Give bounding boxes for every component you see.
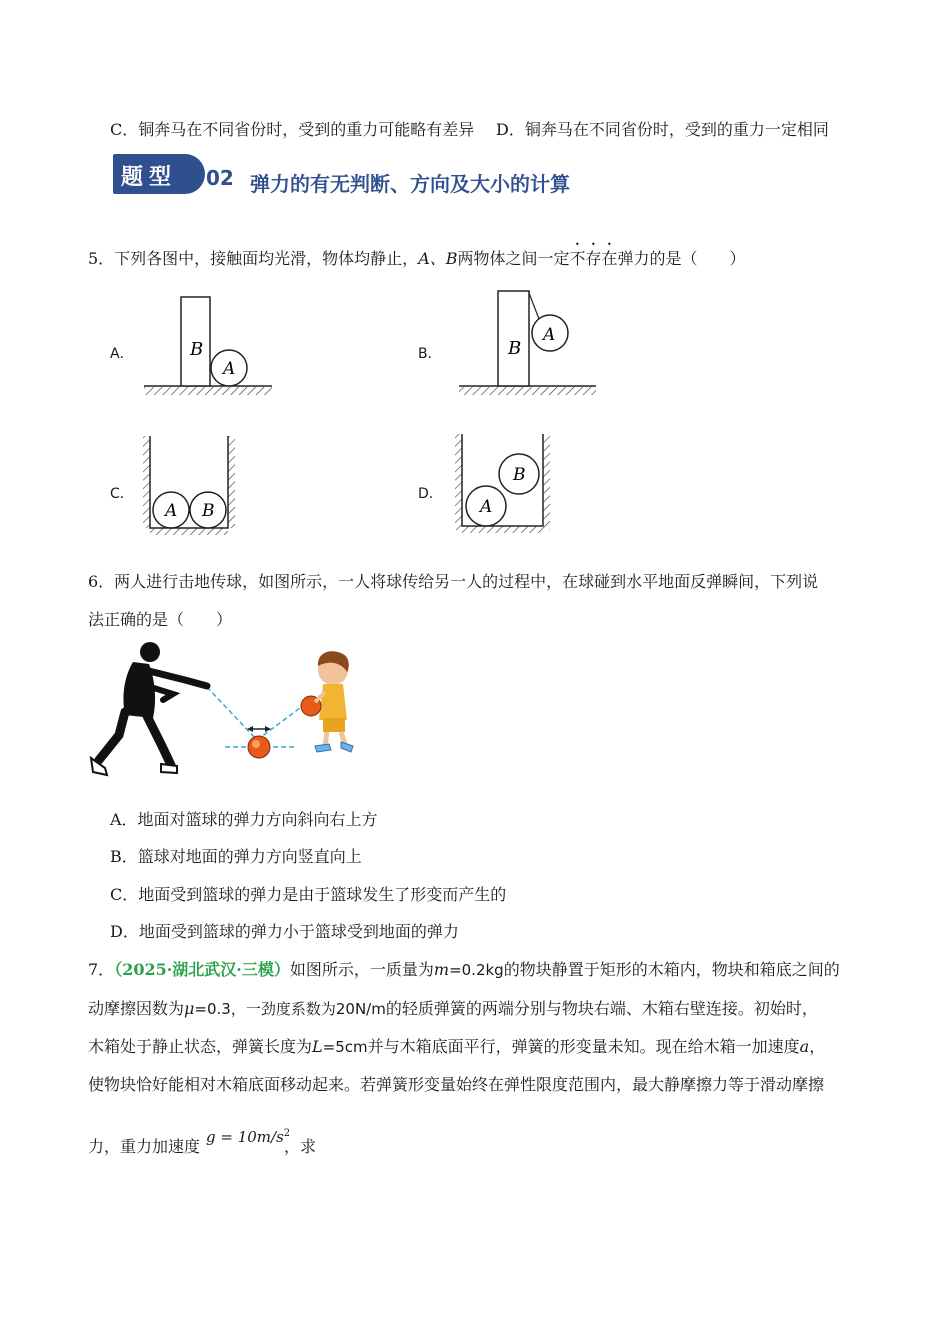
q7-line5-b: ，求 — [284, 1137, 317, 1156]
q5-figure-d — [452, 432, 557, 536]
fig-c-letter-b: B — [202, 501, 215, 521]
fig-a-letter-b: B — [190, 339, 204, 360]
q6-option-b: B．篮球对地面的弹力方向竖直向上 — [110, 847, 362, 866]
q5-figure-a — [140, 290, 280, 400]
q6-basketball-illustration — [85, 640, 365, 785]
fig-a-letter-a: A — [223, 359, 236, 379]
q6-option-a: A．地面对篮球的弹力方向斜向右上方 — [110, 810, 378, 829]
fig-d-letter-a: A — [480, 497, 493, 517]
q7-line3: 木箱处于静止状态，弹簧长度为L=5cm并与木箱底面平行，弹簧的形变量未知。现在给木箱一加速度a， — [88, 1037, 826, 1056]
q4-option-d: D．铜奔马在不同省份时，受到的重力一定相同 — [496, 120, 829, 139]
q7-g-formula: $g = 10m/s^2$ — [206, 1128, 291, 1146]
q7-line1: 7．（2025·湖北武汉·三模）如图所示，一质量为m=0.2kg的物块静置于矩形的木箱内，物块和箱底之间的 — [88, 960, 840, 979]
q7-line5-a: 力，重力加速度 — [88, 1137, 201, 1156]
fig-b-letter-a: A — [543, 325, 556, 345]
q6-option-c: C．地面受到篮球的弹力是由于篮球发生了形变而产生的 — [110, 885, 507, 904]
q5-figure-b — [455, 285, 600, 400]
fig-b-letter-b: B — [508, 338, 522, 359]
q6-option-d: D．地面受到篮球的弹力小于篮球受到地面的弹力 — [110, 922, 459, 941]
q6-stem-line1: 6．两人进行击地传球，如图所示，一人将球传给另一人的过程中，在球碰到水平地面反弹瞬间，下列说 — [88, 572, 819, 591]
q7-line4: 使物块恰好能相对木箱底面移动起来。若弹簧形变量始终在弹性限度范围内，最大静摩擦力等于滑动摩擦 — [88, 1075, 825, 1094]
fig-c-letter-a: A — [165, 501, 178, 521]
section-number: 02 — [206, 166, 234, 190]
q5-emphasis: 不存在 — [569, 249, 618, 268]
q7-source: （2025·湖北武汉·三模） — [114, 960, 290, 979]
q5-figure-c — [140, 432, 245, 536]
q6-stem-line2: 法正确的是（ ） — [88, 610, 233, 629]
q5-label-c: C． — [110, 486, 134, 502]
q5-label-a: A． — [110, 346, 134, 362]
section-badge-text: 题型 — [121, 165, 178, 190]
q5-label-b: B． — [418, 346, 442, 362]
fig-d-letter-b: B — [513, 465, 526, 485]
q4-option-c: C．铜奔马在不同省份时，受到的重力可能略有差异 — [110, 120, 475, 139]
q7-line2: 动摩擦因数为μ=0.3，一劲度系数为20N/m的轻质弹簧的两端分别与物块右端、木箱右壁连接。初始时， — [88, 999, 818, 1018]
section-title: 弹力的有无判断、方向及大小的计算 — [250, 172, 570, 196]
q5-label-d: D． — [418, 486, 443, 502]
q5-stem: 5．下列各图中，接触面均光滑，物体均静止，A、B两物体之间一定不存在弹力的是（ ） — [88, 249, 746, 268]
